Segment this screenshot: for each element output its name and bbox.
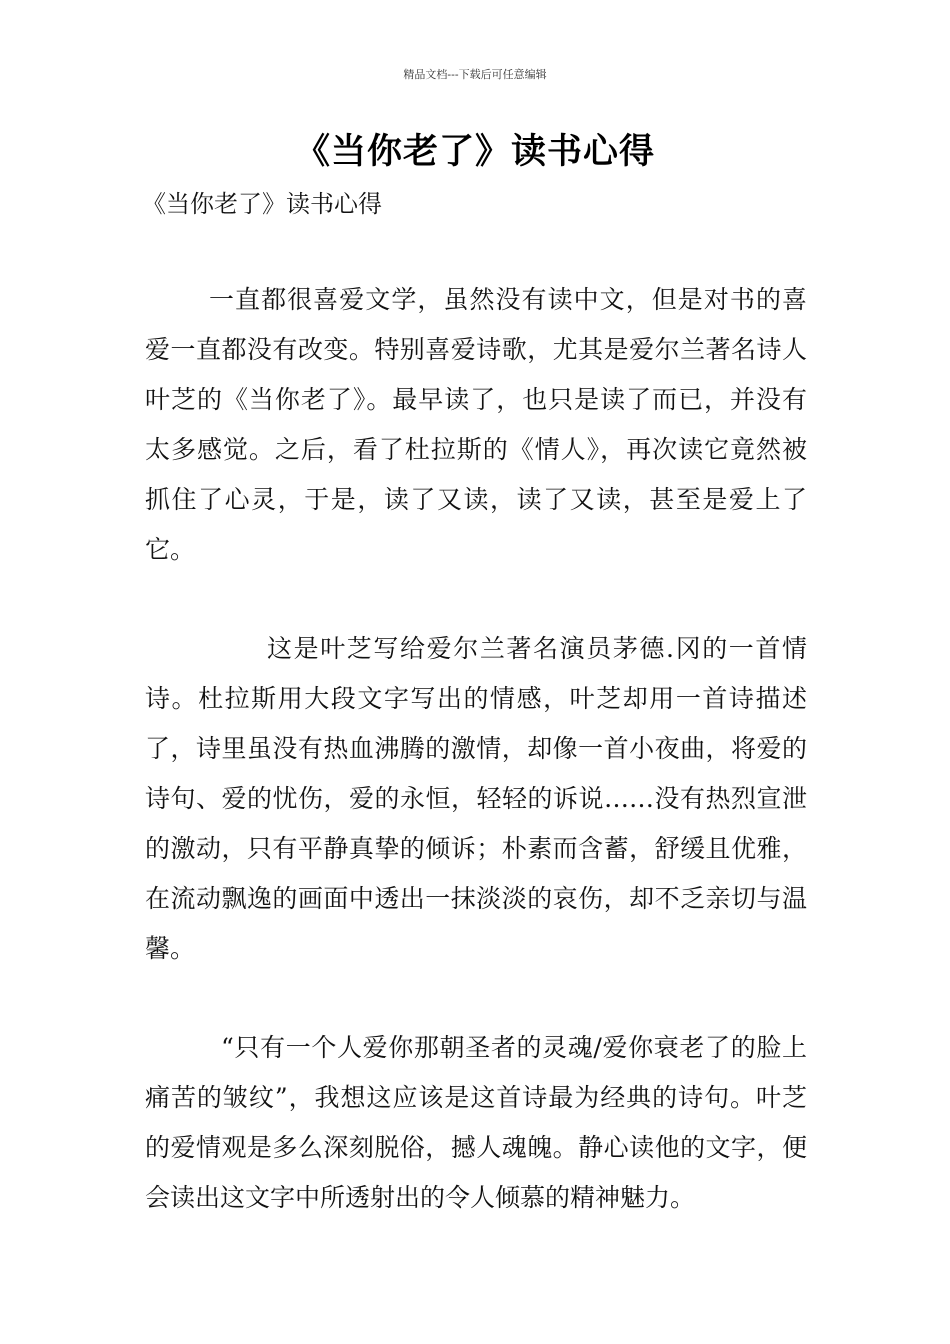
- document-subtitle: 《当你老了》读书心得: [142, 190, 382, 218]
- body-paragraph-2: 这是叶芝写给爱尔兰著名演员茅德.冈的一首情诗。杜拉斯用大段文字写出的情感，叶芝却用一首诗描述了，诗里虽没有热血沸腾的激情，却像一首小夜曲，将爱的诗句、爱的忧伤，爱的永恒，轻轻的诉说……没有热烈宣泄的激动，只有平静真挚的倾诉；朴素而含蓄，舒缓且优雅，在流动飘逸的画面中透出一抹淡淡的哀伤，却不乏亲切与温馨。: [145, 634, 807, 963]
- document-title: 《当你老了》读书心得: [294, 131, 655, 172]
- body-paragraph-1: 一直都很喜爱文学，虽然没有读中文，但是对书的喜爱一直都没有改变。特别喜爱诗歌，尤其是爱尔兰著名诗人叶芝的《当你老了》。最早读了，也只是读了而已，并没有太多感觉。之后，看了杜拉斯的《情人》，再次读它竟然被抓住了心灵，于是，读了又读，读了又读，甚至是爱上了它。: [145, 285, 807, 564]
- body-paragraph-3: “只有一个人爱你那朝圣者的灵魂/爱你衰老了的脸上痛苦的皱纹”，我想这应该是这首诗最为经典的诗句。叶芝的爱情观是多么深刻脱俗，撼人魂魄。静心读他的文字，便会读出这文字中所透射出的令人倾慕的精神魅力。: [145, 1033, 807, 1212]
- header-note: 精品文档---下载后可任意编辑: [403, 68, 547, 81]
